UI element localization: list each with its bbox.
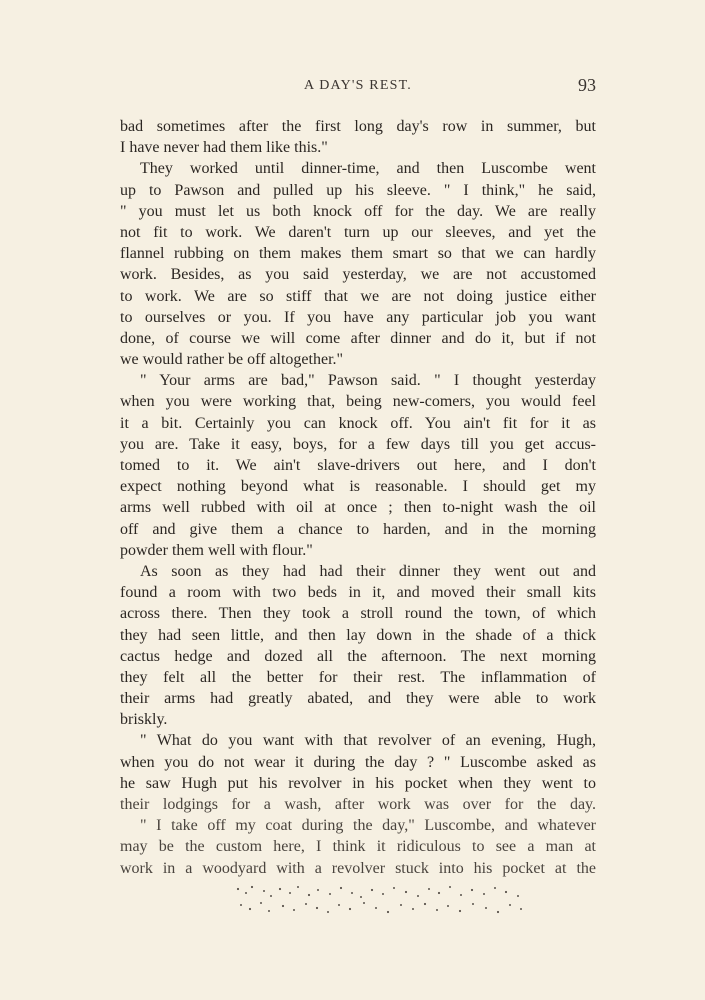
- text-line: tomed to it. We ain't slave-drivers out here, and I don't: [120, 457, 596, 474]
- text-line: briskly.: [120, 711, 168, 729]
- text-line: flannel rubbing on them makes them smart so that we can hardly: [120, 245, 596, 263]
- text-line: you are. Take it easy, boys, for a few days till you get accus-: [120, 435, 596, 453]
- text-line: not fit to work. We daren't turn up our sleeves, and yet the: [120, 223, 596, 241]
- page-number: 93: [578, 75, 596, 95]
- text-line: " Your arms are bad," Pawson said. " I thought yesterday: [140, 372, 596, 390]
- text-line: done, of course we will come after dinner and do it, but if not: [120, 329, 596, 347]
- text-line: their arms had greatly abated, and they were able to work: [120, 690, 596, 708]
- ink-fragments-graphic: [120, 881, 596, 921]
- text-line: arms well rubbed with oil at once ; then to-night wash the oil: [120, 499, 596, 517]
- text-line: they had seen little, and then lay down in the shade of a thick: [120, 626, 596, 644]
- partial-line-fragments: [120, 881, 596, 925]
- text-line: to ourselves or you. If you have any particular job you want: [120, 308, 596, 326]
- text-line: up to Pawson and pulled up his sleeve. " I think," he said,: [120, 181, 596, 199]
- text-line: it a bit. Certainly you can knock off. You ain't fit for it as: [120, 414, 596, 432]
- text-line: across there. Then they took a stroll round the town, of which: [120, 605, 596, 623]
- text-line: may be the custom here, I think it ridiculous to see a man at: [120, 838, 596, 856]
- text-line: work in a woodyard with a revolver stuck into his pocket at the: [120, 859, 596, 877]
- text-line: " What do you want with that revolver of an evening, Hugh,: [140, 732, 596, 750]
- text-line: powder them well with flour.": [120, 541, 313, 559]
- text-line: I have never had them like this.": [120, 139, 328, 157]
- text-line: off and give them a chance to harden, and in the morning: [120, 520, 596, 538]
- text-line: bad sometimes after the first long day's row in summer, but: [120, 118, 596, 135]
- text-line: " you must let us both knock off for the day. We are really: [120, 202, 596, 220]
- page-header: [120, 75, 596, 102]
- text-line: they felt all the better for their rest. The inflammation of: [120, 668, 596, 686]
- running-head: A DAY'S REST.: [304, 78, 412, 93]
- text-line: " I take off my coat during the day," Luscombe, and whatever: [140, 817, 596, 835]
- text-line: when you were working that, being new-comers, you would feel: [120, 393, 596, 411]
- text-line: cactus hedge and dozed all the afternoon. The next morning: [120, 647, 596, 665]
- text-line: he saw Hugh put his revolver in his pocket when they went to: [120, 774, 596, 792]
- text-line: found a room with two beds in it, and moved their small kits: [120, 584, 596, 602]
- text-line: As soon as they had had their dinner they went out and: [140, 562, 596, 580]
- text-line: we would rather be off altogether.": [120, 351, 344, 369]
- text-line: expect nothing beyond what is reasonable. I should get my: [120, 478, 596, 496]
- body-text: [120, 116, 596, 925]
- text-line: their lodgings for a wash, after work was over for the day.: [120, 796, 596, 813]
- text-line: work. Besides, as you said yesterday, we are not accustomed: [120, 266, 596, 284]
- text-line: They worked until dinner-time, and then Luscombe went: [140, 160, 596, 178]
- text-line: to work. We are so stiff that we are not doing justice either: [120, 287, 596, 305]
- text-line: when you do not wear it during the day ? " Luscombe asked as: [120, 753, 596, 771]
